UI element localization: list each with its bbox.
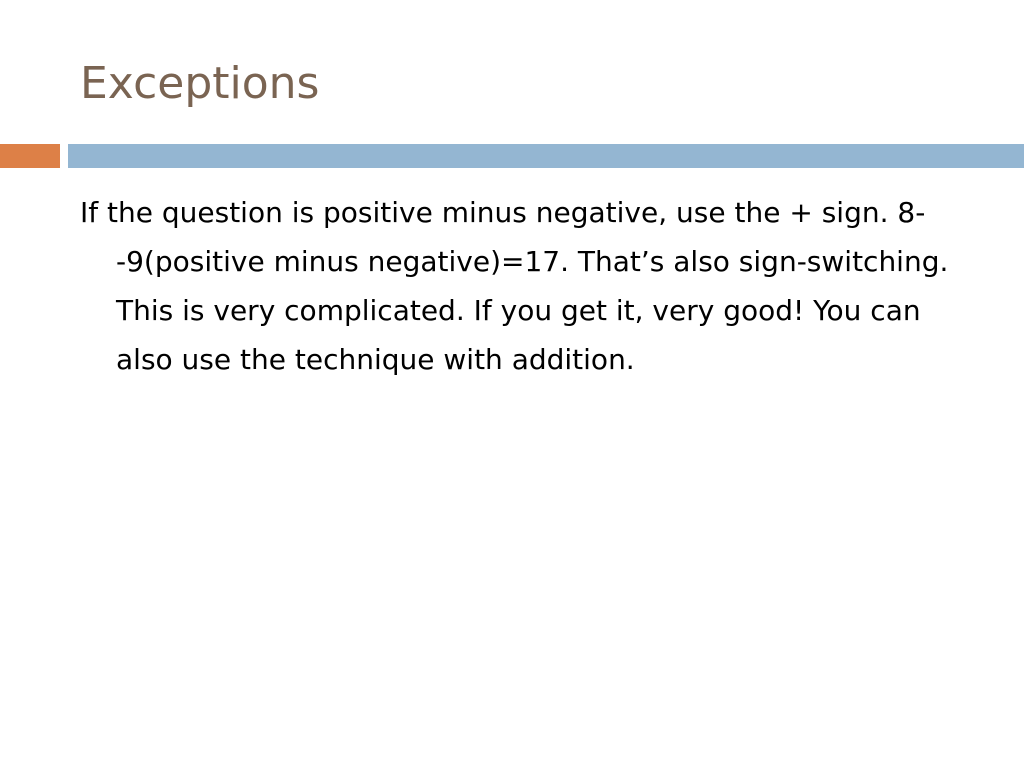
slide-title: Exceptions: [80, 58, 320, 109]
bullet-list: [80, 188, 980, 384]
bullet-item: If the question is positive minus negative, use the + sign. 8- -9(positive minus negative)=17. That’s also sign-switching. This is very complicated. If you get it, very good! You can also use the technique with addition.: [80, 196, 949, 376]
accent-bar: [0, 144, 60, 168]
divider-bar: [68, 144, 1024, 168]
